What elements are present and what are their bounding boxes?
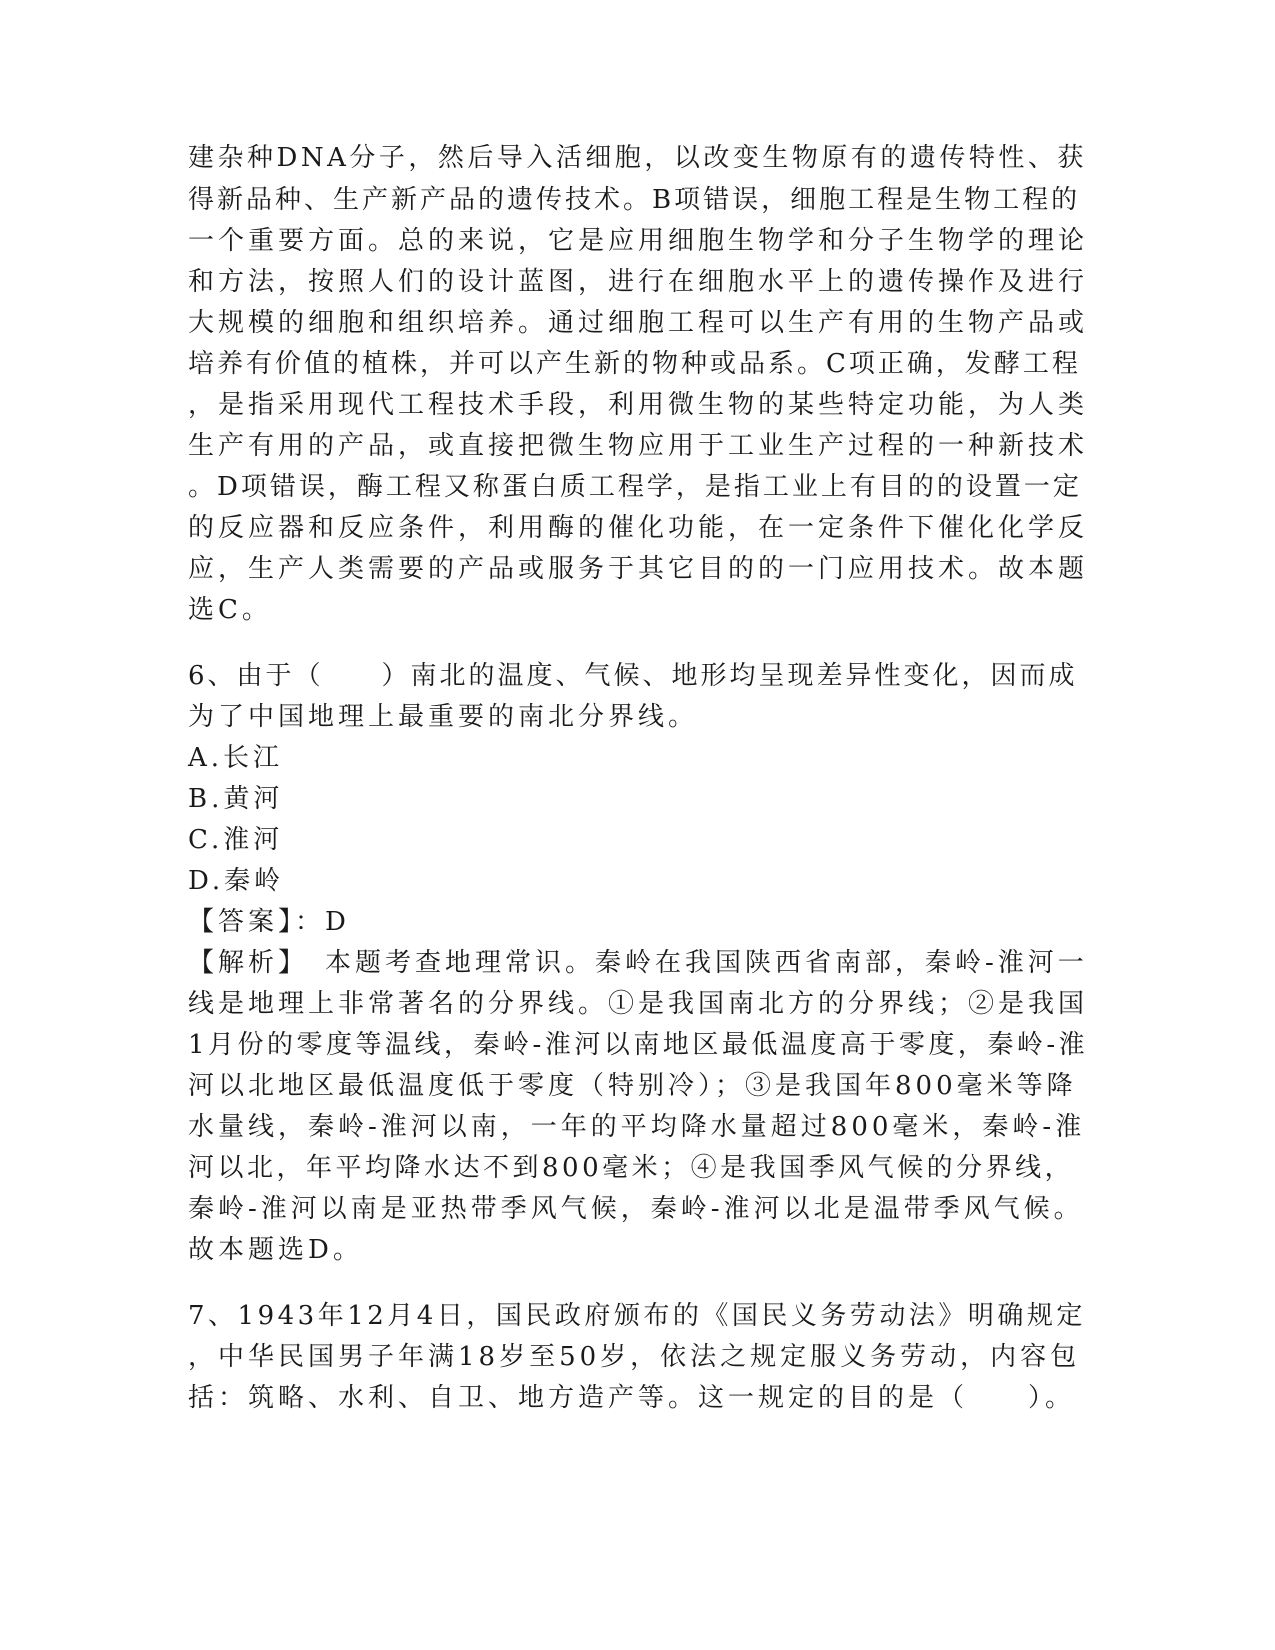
text-line: 生产有用的产品，或直接把微生物应用于工业生产过程的一种新技术 (188, 431, 1089, 461)
text-line: 得新品种、生产新产品的遗传技术。B项错误，细胞工程是生物工程的 (188, 185, 1081, 215)
option-a: A.长江 (188, 743, 284, 773)
text-line: 培养有价值的植株，并可以产生新的物种或品系。C项正确，发酵工程 (188, 349, 1081, 379)
question-stem: ，中华民国男子年满18岁至50岁，依法之规定服义务劳动，内容包 (188, 1342, 1081, 1372)
option-b: B.黄河 (188, 784, 284, 814)
answer-line: 【答案】：D (188, 907, 350, 937)
text-line: 一个重要方面。总的来说，它是应用细胞生物学和分子生物学的理论 (188, 226, 1089, 256)
option-c: C.淮河 (188, 825, 284, 855)
option-d: D.秦岭 (188, 866, 285, 896)
analysis-line: 【解析】 本题考查地理常识。秦岭在我国陕西省南部，秦岭-淮河一 (188, 948, 1088, 978)
analysis-line: 1月份的零度等温线，秦岭-淮河以南地区最低温度高于零度，秦岭-淮 (188, 1030, 1089, 1060)
question-stem: 7、1943年12月4日，国民政府颁布的《国民义务劳动法》明确规定 (188, 1301, 1086, 1331)
question-stem: 为了中国地理上最重要的南北分界线。 (188, 702, 699, 732)
text-line: 选C。 (188, 595, 272, 625)
text-line: 。D项错误，酶工程又称蛋白质工程学，是指工业上有目的的设置一定 (188, 472, 1082, 502)
text-line: 应，生产人类需要的产品或服务于其它目的的一门应用技术。故本题 (188, 554, 1089, 584)
text-line: 和方法，按照人们的设计蓝图，进行在细胞水平上的遗传操作及进行 (188, 267, 1089, 297)
text-line: 的反应器和反应条件，利用酶的催化功能，在一定条件下催化化学反 (188, 513, 1089, 543)
analysis-line: 秦岭-淮河以南是亚热带季风气候，秦岭-淮河以北是温带季风气候。 (188, 1194, 1084, 1224)
text-line: 大规模的细胞和组织培养。通过细胞工程可以生产有用的生物产品或 (188, 308, 1089, 338)
text-line: 建杂种DNA分子，然后导入活细胞，以改变生物原有的遗传特性、获 (188, 143, 1087, 173)
analysis-line: 水量线，秦岭-淮河以南，一年的平均降水量超过800毫米，秦岭-淮 (188, 1112, 1086, 1142)
analysis-line: 线是地理上非常著名的分界线。①是我国南北方的分界线；②是我国 (188, 989, 1089, 1019)
analysis-line: 河以北，年平均降水达不到800毫米；④是我国季风气候的分界线， (188, 1153, 1075, 1183)
question-stem: 6、由于（ ）南北的温度、气候、地形均呈现差异性变化，因而成 (188, 661, 1078, 691)
analysis-line: 故本题选D。 (188, 1235, 363, 1265)
analysis-line: 河以北地区最低温度低于零度（特别冷）；③是我国年800毫米等降 (188, 1071, 1077, 1101)
text-line: ，是指采用现代工程技术手段，利用微生物的某些特定功能，为人类 (188, 390, 1089, 420)
question-stem: 括：筑略、水利、自卫、地方造产等。这一规定的目的是（ ）。 (188, 1383, 1076, 1413)
